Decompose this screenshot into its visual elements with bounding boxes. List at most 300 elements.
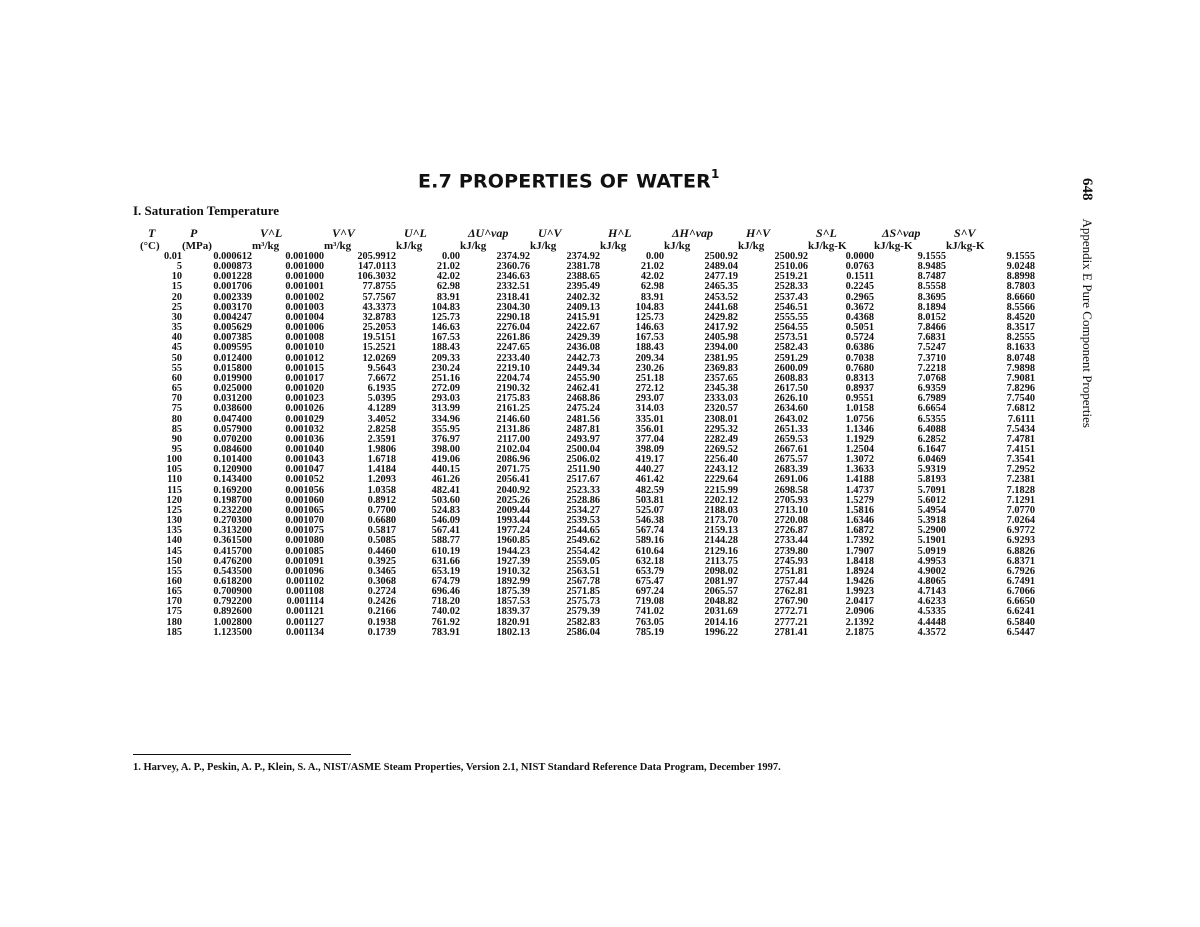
- table-cell: 0.070200: [213, 433, 252, 445]
- table-cell: 314.03: [635, 403, 664, 415]
- table-cell: 2559.05: [566, 555, 600, 567]
- table-cell: 0.001010: [285, 342, 324, 354]
- table-cell: 6.1647: [917, 443, 946, 455]
- table-cell: 0.001002: [285, 291, 324, 303]
- table-cell: 2261.86: [496, 332, 530, 344]
- table-cell: 7.3541: [1006, 454, 1035, 466]
- table-cell: 6.5355: [917, 413, 946, 425]
- table-cell: 40: [171, 332, 182, 344]
- table-cell: 632.18: [635, 555, 664, 567]
- table-cell: 115: [167, 484, 182, 496]
- table-cell: 0.001102: [285, 576, 324, 587]
- table-cell: 1.123500: [213, 626, 252, 638]
- table-cell: 2345.38: [704, 383, 738, 395]
- table-cell: 2462.41: [566, 383, 600, 395]
- table-cell: 0.001012: [285, 352, 324, 364]
- table-cell: 2.0906: [845, 606, 874, 618]
- table-cell: 482.59: [635, 484, 664, 496]
- table-cell: 2528.86: [566, 494, 600, 506]
- table-cell: 1.3633: [845, 464, 874, 476]
- table-cell: 7.6672: [367, 372, 396, 384]
- table-cell: 0.001040: [285, 443, 324, 455]
- table-cell: 2014.16: [704, 616, 738, 628]
- table-row: [140, 628, 1035, 638]
- table-cell: 6.6654: [917, 403, 946, 415]
- table-cell: 2417.92: [704, 322, 738, 334]
- table-cell: 0.5085: [367, 535, 396, 547]
- column-unit: m³/kg: [324, 240, 352, 252]
- table-cell: 293.07: [635, 393, 664, 405]
- table-cell: 12.0269: [362, 352, 396, 364]
- table-cell: 2575.73: [566, 596, 600, 608]
- table-cell: 2781.41: [774, 626, 808, 638]
- table-cell: 4.8065: [917, 576, 946, 587]
- table-cell: 0.001003: [285, 301, 324, 313]
- table-cell: 21.02: [640, 261, 664, 273]
- table-cell: 8.5566: [1006, 301, 1035, 313]
- table-cell: 135: [166, 525, 182, 537]
- table-cell: 125: [166, 504, 182, 516]
- table-cell: 440.27: [635, 464, 664, 476]
- table-cell: 2219.10: [496, 362, 530, 374]
- table-cell: 0.361500: [213, 535, 252, 547]
- table-cell: 125.73: [431, 311, 460, 323]
- table-cell: 335.01: [635, 413, 664, 425]
- table-cell: 6.7926: [1006, 565, 1035, 577]
- table-cell: 2441.68: [704, 301, 738, 313]
- table-cell: 1977.24: [496, 525, 530, 537]
- column-symbol: H^L: [608, 226, 632, 240]
- table-cell: 170: [166, 596, 182, 608]
- table-cell: 2442.73: [566, 352, 600, 364]
- table-cell: 0.3925: [367, 555, 396, 567]
- table-cell: 0.101400: [213, 454, 252, 466]
- column-symbol: P: [190, 226, 198, 240]
- table-cell: 160: [166, 576, 182, 587]
- table-cell: 1.9806: [367, 443, 396, 455]
- table-cell: 146.63: [635, 322, 664, 334]
- table-cell: 0.700900: [213, 586, 252, 598]
- table-cell: 1802.13: [496, 626, 530, 638]
- table-cell: 104.83: [635, 301, 664, 313]
- table-cell: 0.001056: [285, 484, 324, 496]
- table-cell: 30: [171, 311, 182, 323]
- table-cell: 2571.85: [566, 586, 600, 598]
- table-cell: 293.03: [431, 393, 460, 405]
- table-cell: 4.3572: [917, 626, 946, 638]
- table-cell: 0.001001: [285, 281, 324, 293]
- table-cell: 2634.60: [774, 403, 808, 415]
- table-cell: 2233.40: [496, 352, 530, 364]
- table-cell: 2429.82: [704, 311, 738, 323]
- table-cell: 85: [171, 423, 182, 435]
- column-symbol: T: [148, 226, 156, 240]
- table-cell: 25: [171, 301, 182, 313]
- table-cell: 2229.64: [704, 474, 738, 486]
- table-cell: 2567.78: [566, 576, 600, 587]
- table-cell: 8.9485: [917, 261, 946, 273]
- table-cell: 0.120900: [213, 464, 252, 476]
- table-cell: 2031.69: [704, 606, 738, 618]
- table-cell: 0.001043: [285, 454, 324, 466]
- table-cell: 50: [171, 352, 182, 364]
- table-cell: 2346.63: [496, 271, 530, 283]
- table-cell: 2519.21: [774, 271, 808, 283]
- table-cell: 0.270300: [213, 515, 252, 527]
- table-cell: 2040.92: [496, 484, 530, 496]
- table-cell: 2733.44: [774, 535, 808, 547]
- table-cell: 2357.65: [704, 372, 738, 384]
- table-cell: 0.004247: [213, 311, 252, 323]
- table-cell: 2675.57: [774, 454, 808, 466]
- table-cell: 1857.53: [496, 596, 530, 608]
- table-cell: 0.001023: [285, 393, 324, 405]
- table-cell: 2.1875: [845, 626, 874, 638]
- table-cell: 2582.43: [774, 342, 808, 354]
- table-cell: 0.8313: [845, 372, 874, 384]
- table-cell: 0.001085: [285, 545, 324, 557]
- table-cell: 2204.74: [496, 372, 530, 384]
- table-cell: 167.53: [635, 332, 664, 344]
- table-cell: 1.7907: [845, 545, 874, 557]
- table-cell: 0.001060: [285, 494, 324, 506]
- table-cell: 0.232200: [213, 504, 252, 516]
- table-cell: 130: [166, 515, 182, 527]
- symbol-header-row: [140, 226, 1035, 240]
- table-cell: 0.6386: [845, 342, 874, 354]
- table-cell: 35: [171, 322, 182, 334]
- table-cell: 1.4188: [845, 474, 874, 486]
- table-cell: 0.001070: [285, 515, 324, 527]
- table-cell: 21.02: [436, 261, 460, 273]
- table-cell: 2537.43: [774, 291, 808, 303]
- table-cell: 2468.86: [566, 393, 600, 405]
- table-cell: 272.12: [635, 383, 664, 395]
- table-cell: 0.4368: [845, 311, 874, 323]
- table-row: [140, 404, 1035, 414]
- table-cell: 7.6111: [1007, 413, 1035, 425]
- table-cell: 2477.19: [704, 271, 738, 283]
- table-cell: 2745.93: [774, 555, 808, 567]
- table-cell: 0.3465: [367, 565, 396, 577]
- table-cell: 9.5643: [367, 362, 396, 374]
- table-cell: 6.7491: [1006, 576, 1035, 587]
- table-cell: 0.7038: [845, 352, 874, 364]
- table-cell: 110: [167, 474, 182, 486]
- column-unit: kJ/kg-K: [808, 240, 847, 252]
- table-cell: 0.002339: [213, 291, 252, 303]
- column-symbol: S^V: [954, 226, 976, 240]
- table-cell: 524.83: [431, 504, 460, 516]
- table-cell: 70: [171, 393, 182, 405]
- column-symbol: U^V: [538, 226, 562, 240]
- table-cell: 0.000873: [213, 261, 252, 273]
- table-cell: 146.63: [431, 322, 460, 334]
- table-cell: 95: [171, 443, 182, 455]
- table-cell: 2405.98: [704, 332, 738, 344]
- table-cell: 2772.71: [774, 606, 808, 618]
- table-cell: 0.007385: [213, 332, 252, 344]
- column-symbol: S^L: [816, 226, 837, 240]
- table-cell: 719.08: [635, 596, 664, 608]
- table-cell: 2767.90: [774, 596, 808, 608]
- table-cell: 175: [166, 606, 182, 618]
- table-cell: 6.7989: [917, 393, 946, 405]
- table-cell: 2175.83: [496, 393, 530, 405]
- table-cell: 6.0469: [917, 454, 946, 466]
- table-cell: 0.001004: [285, 311, 324, 323]
- table-cell: 0.025000: [213, 383, 252, 395]
- table-cell: 0.0000: [845, 251, 874, 262]
- table-cell: 0.012400: [213, 352, 252, 364]
- table-cell: 398.00: [431, 443, 460, 455]
- table-cell: 2546.51: [774, 301, 808, 313]
- table-cell: 1.3072: [845, 454, 874, 466]
- table-cell: 2009.44: [496, 504, 530, 516]
- table-cell: 9.1555: [1006, 251, 1035, 262]
- table-cell: 0.001047: [285, 464, 324, 476]
- table-cell: 6.7066: [1006, 586, 1035, 598]
- table-cell: 2290.18: [496, 311, 530, 323]
- table-cell: 55: [171, 362, 182, 374]
- table-cell: 440.15: [431, 464, 460, 476]
- table-cell: 0.7680: [845, 362, 874, 374]
- table-cell: 0.0763: [845, 261, 874, 273]
- table-cell: 185: [166, 626, 182, 638]
- table-cell: 2528.33: [774, 281, 808, 293]
- table-cell: 2374.92: [566, 251, 600, 262]
- table-cell: 0.057900: [213, 423, 252, 435]
- table-cell: 2608.83: [774, 372, 808, 384]
- table-cell: 7.5247: [917, 342, 946, 354]
- table-cell: 2402.32: [566, 291, 600, 303]
- table-cell: 674.79: [431, 576, 460, 587]
- table-cell: 2617.50: [774, 383, 808, 395]
- table-cell: 2465.35: [704, 281, 738, 293]
- table-cell: 5: [176, 261, 182, 273]
- table-cell: 2500.04: [566, 443, 600, 455]
- table-cell: 6.9293: [1006, 535, 1035, 547]
- table-cell: 2159.13: [704, 525, 738, 537]
- table-cell: 0.001127: [285, 616, 324, 628]
- section-title: I. Saturation Temperature: [133, 203, 280, 218]
- table-cell: 230.26: [635, 362, 664, 374]
- table-cell: 272.09: [431, 383, 460, 395]
- table-cell: 0.015800: [213, 362, 252, 374]
- table-cell: 60: [171, 372, 182, 384]
- table-cell: 0.3672: [845, 301, 874, 313]
- table-cell: 0.00: [645, 251, 664, 262]
- table-cell: 2332.51: [496, 281, 530, 293]
- table-cell: 783.91: [431, 626, 460, 638]
- table-cell: 65: [171, 383, 182, 395]
- table-cell: 2102.04: [496, 443, 530, 455]
- water-properties-table: [140, 226, 1035, 638]
- table-cell: 6.8371: [1006, 555, 1035, 567]
- table-cell: 356.01: [635, 423, 664, 435]
- table-cell: 2500.92: [704, 251, 738, 262]
- table-cell: 2422.67: [566, 322, 600, 334]
- table-cell: 2549.62: [566, 535, 600, 547]
- table-cell: 610.19: [431, 545, 460, 557]
- table-cell: 7.8466: [917, 322, 946, 334]
- table-cell: 0.003170: [213, 301, 252, 313]
- table-cell: 0.9551: [845, 393, 874, 405]
- table-cell: 4.9002: [917, 565, 946, 577]
- table-cell: 631.66: [431, 555, 460, 567]
- table-cell: 205.9912: [357, 251, 396, 262]
- table-cell: 8.4520: [1006, 311, 1035, 323]
- table-cell: 0.031200: [213, 393, 252, 405]
- table-cell: 0.001075: [285, 525, 324, 537]
- table-cell: 5.6012: [917, 494, 946, 506]
- table-cell: 1960.85: [496, 535, 530, 547]
- table-cell: 1.7392: [845, 535, 874, 547]
- table-cell: 0.084600: [213, 443, 252, 455]
- table-cell: 2.1392: [845, 616, 874, 628]
- table-cell: 6.4088: [917, 423, 946, 435]
- table-cell: 7.5434: [1006, 423, 1035, 435]
- table-cell: 0.2965: [845, 291, 874, 303]
- table-cell: 6.6241: [1006, 606, 1035, 618]
- table-cell: 7.1291: [1006, 494, 1035, 506]
- table-cell: 0.543500: [213, 565, 252, 577]
- table-cell: 0.2245: [845, 281, 874, 293]
- table-cell: 2048.82: [704, 596, 738, 608]
- table-cell: 8.6660: [1006, 291, 1035, 303]
- table-cell: 398.09: [635, 443, 664, 455]
- table-cell: 0.7700: [367, 504, 396, 516]
- table-cell: 0.5724: [845, 332, 874, 344]
- table-cell: 0.001020: [285, 383, 324, 395]
- table-cell: 2544.65: [566, 525, 600, 537]
- table-cell: 4.6233: [917, 596, 946, 608]
- table-cell: 2086.96: [496, 454, 530, 466]
- table-cell: 2190.32: [496, 383, 530, 395]
- table-cell: 7.3710: [917, 352, 946, 364]
- table-cell: 2489.04: [704, 261, 738, 273]
- table-cell: 83.91: [436, 291, 460, 303]
- table-cell: 1.5279: [845, 494, 874, 506]
- table-cell: 0.001052: [285, 474, 324, 486]
- table-cell: 0.001134: [285, 626, 324, 638]
- table-cell: 697.24: [635, 586, 664, 598]
- table-cell: 4.7143: [917, 586, 946, 598]
- table-cell: 251.18: [635, 372, 664, 384]
- table-cell: 0.001091: [285, 555, 324, 567]
- table-cell: 57.7567: [362, 291, 396, 303]
- table-cell: 2757.44: [774, 576, 808, 587]
- table-cell: 2554.42: [566, 545, 600, 557]
- table-cell: 2726.87: [774, 525, 808, 537]
- table-cell: 83.91: [640, 291, 664, 303]
- table-cell: 696.46: [431, 586, 460, 598]
- table-cell: 0.001065: [285, 504, 324, 516]
- table-cell: 1.002800: [213, 616, 252, 628]
- table-cell: 7.2218: [917, 362, 946, 374]
- table-cell: 1.0756: [845, 413, 874, 425]
- table-cell: 0.001029: [285, 413, 324, 425]
- column-symbol: U^L: [404, 226, 427, 240]
- table-cell: 9.0248: [1006, 261, 1035, 273]
- footnote-rule: [133, 754, 351, 755]
- table-cell: 0.2166: [367, 606, 396, 618]
- column-unit: m³/kg: [252, 240, 280, 252]
- column-unit: (°C): [140, 240, 160, 252]
- table-cell: 0.476200: [213, 555, 252, 567]
- table-cell: 2415.91: [566, 311, 600, 323]
- table-cell: 8.7487: [917, 271, 946, 283]
- table-cell: 209.34: [635, 352, 664, 364]
- table-cell: 6.2852: [917, 433, 946, 445]
- table-cell: 0.618200: [213, 576, 252, 587]
- table-cell: 2381.95: [704, 352, 738, 364]
- table-cell: 7.7540: [1006, 393, 1035, 405]
- table-cell: 0.001026: [285, 403, 324, 415]
- table-cell: 5.3918: [917, 515, 946, 527]
- table-cell: 7.4151: [1006, 443, 1035, 455]
- table-cell: 0.169200: [213, 484, 252, 496]
- table-cell: 419.06: [431, 454, 460, 466]
- table-cell: 0.001000: [285, 251, 324, 262]
- table-cell: 4.4448: [917, 616, 946, 628]
- table-cell: 2683.39: [774, 464, 808, 476]
- table-cell: 0.143400: [213, 474, 252, 486]
- table-cell: 188.43: [431, 342, 460, 354]
- table-cell: 2573.51: [774, 332, 808, 344]
- column-unit: kJ/kg: [460, 240, 487, 252]
- table-cell: 7.9898: [1006, 362, 1035, 374]
- table-cell: 1.6346: [845, 515, 874, 527]
- table-cell: 1.0358: [367, 484, 396, 496]
- table-cell: 7.2952: [1006, 464, 1035, 476]
- column-unit: (MPa): [182, 240, 212, 252]
- table-cell: 0.001017: [285, 372, 324, 384]
- table-cell: 0.047400: [213, 413, 252, 425]
- table-cell: 1.1929: [845, 433, 874, 445]
- table-cell: 2282.49: [704, 433, 738, 445]
- table-cell: 1993.44: [496, 515, 530, 527]
- table-cell: 2506.02: [566, 454, 600, 466]
- table-cell: 106.3032: [357, 271, 396, 283]
- table-cell: 4.5335: [917, 606, 946, 618]
- table-cell: 10: [171, 271, 182, 283]
- table-cell: 2449.34: [566, 362, 600, 374]
- table-cell: 2511.90: [567, 464, 600, 476]
- table-cell: 105: [166, 464, 182, 476]
- table-cell: 7.2381: [1006, 474, 1035, 486]
- table-cell: 2436.08: [566, 342, 600, 354]
- table-cell: 2739.80: [774, 545, 808, 557]
- table-cell: 32.8783: [362, 311, 396, 323]
- table-cell: 62.98: [436, 281, 460, 293]
- table-cell: 5.8193: [917, 474, 946, 486]
- table-cell: 482.41: [431, 484, 460, 496]
- table-cell: 0.038600: [213, 403, 252, 415]
- table-cell: 2777.21: [774, 616, 808, 628]
- table-cell: 0.5817: [367, 525, 396, 537]
- table-cell: 0.001006: [285, 322, 324, 334]
- table-cell: 5.1901: [917, 535, 946, 547]
- table-cell: 2582.83: [566, 616, 600, 628]
- table-cell: 2256.40: [704, 454, 738, 466]
- table-body: [140, 252, 1035, 638]
- table-cell: 2564.55: [774, 322, 808, 334]
- table-cell: 25.2053: [362, 322, 396, 334]
- table-cell: 0.001032: [285, 423, 324, 435]
- table-cell: 2591.29: [774, 352, 808, 364]
- table-cell: 8.1894: [917, 301, 946, 313]
